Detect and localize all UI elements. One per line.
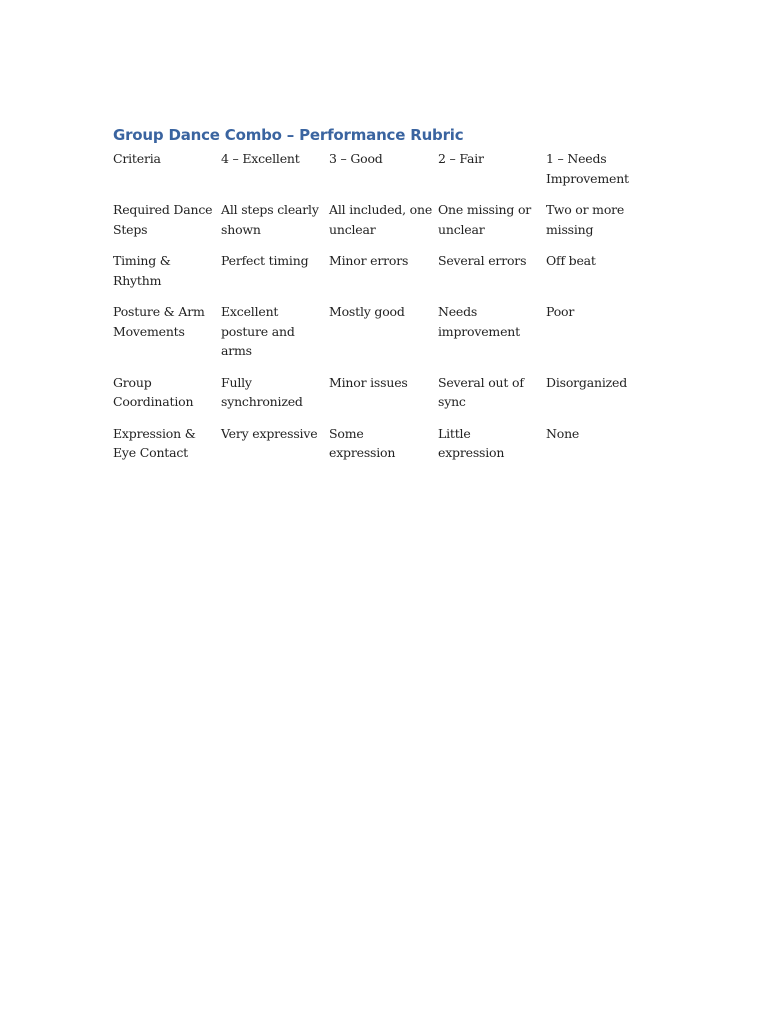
cell-fair: One missing or unclear <box>438 202 532 237</box>
document-page <box>113 124 673 475</box>
rubric-table <box>113 149 657 475</box>
cell-good: All included, one unclear <box>329 202 433 237</box>
row-criterion: Posture & Arm Movements <box>113 304 205 339</box>
header-good: 3 – Good <box>329 151 383 166</box>
cell-fair: Needs improvement <box>438 304 520 339</box>
cell-good: Minor errors <box>329 253 409 268</box>
cell-excellent: All steps clearly shown <box>221 202 319 237</box>
table-row <box>113 302 657 373</box>
document-title: Group Dance Combo – Performance Rubric <box>113 126 464 144</box>
cell-needs-improvement: None <box>546 425 580 441</box>
table-row <box>113 251 657 302</box>
cell-good: Minor issues <box>329 374 408 390</box>
table-row <box>113 373 657 424</box>
row-criterion: Required Dance Steps <box>113 202 213 237</box>
cell-excellent: Perfect timing <box>221 253 309 268</box>
row-criterion: Group Coordination <box>113 374 194 409</box>
cell-good: Some expression <box>329 425 396 460</box>
cell-needs-improvement: Disorganized <box>546 374 628 390</box>
table-row <box>113 200 657 251</box>
cell-good: Mostly good <box>329 304 405 319</box>
cell-needs-improvement: Poor <box>546 304 575 319</box>
cell-fair: Little expression <box>438 425 505 460</box>
cell-needs-improvement: Two or more missing <box>546 202 625 237</box>
row-criterion: Expression & Eye Contact <box>113 425 196 460</box>
header-needs-improvement: 1 – Needs Improvement <box>546 151 629 186</box>
row-criterion: Timing & Rhythm <box>113 253 171 288</box>
cell-fair: Several errors <box>438 253 527 268</box>
cell-excellent: Very expressive <box>221 425 318 441</box>
header-criteria: Criteria <box>113 151 161 166</box>
cell-needs-improvement: Off beat <box>546 253 596 268</box>
header-excellent: 4 – Excellent <box>221 151 300 166</box>
table-header-row <box>113 149 657 200</box>
header-fair: 2 – Fair <box>438 151 484 166</box>
table-row <box>113 424 657 475</box>
cell-excellent: Fully synchronized <box>221 374 303 409</box>
cell-excellent: Excellent posture and arms <box>221 304 295 358</box>
cell-fair: Several out of sync <box>438 374 524 409</box>
